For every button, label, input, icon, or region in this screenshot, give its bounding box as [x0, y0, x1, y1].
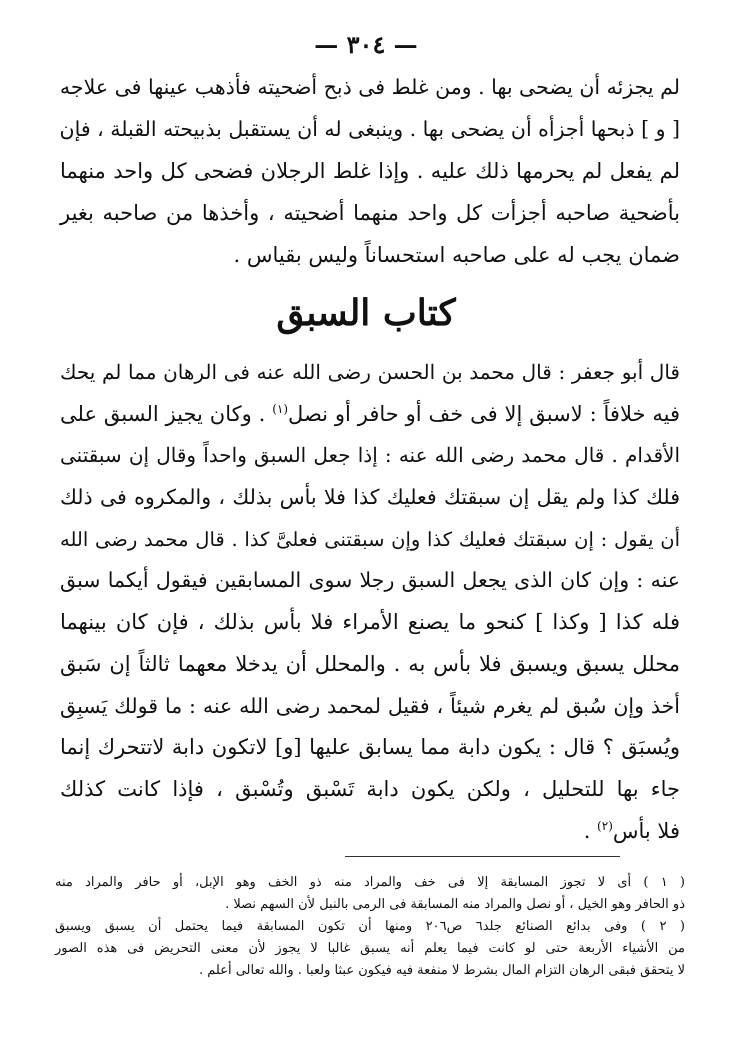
line-text: فله كذا [ وكذا ] كنحو ما يصنع الأمراء فلا بأس بذلك ، فإن كان بينهما [60, 610, 680, 635]
line-text: محلل يسبق ويسبق فلا بأس به . والمحلل أن يدخلا معهما ثالثاً إن سَبق [60, 651, 680, 676]
line-text: عنه : وإن كان الذى يجعل السبق رجلا سوى المسابقين فيقول أيكما سبق [60, 568, 680, 593]
footnote-line: من الأشياء الأربعة حتى لو كانت فيما يعلم أنه يسبق غالبا لا يجوز لأن معنى التحريض فى هذه الصور [55, 941, 685, 956]
text-line: لم يجزئه أن يضحى بها . ومن غلط فى ذبح أضحيته فأذهب عينها فى علاجه [59, 75, 680, 99]
chapter-heading: كتاب السبق [276, 292, 456, 334]
line-text: قال أبو جعفر : قال محمد بن الحسن رضى الله عنه فى الرهان مما لم يحك [60, 360, 680, 384]
footnote-line: لا يتحقق فبقى الرهان التزام المال بشرط لا منفعة فيه فيكون عبثا ولعبا . والله تعالى أعلم . [198, 963, 685, 978]
text-line [60, 477, 680, 519]
top-paragraph [60, 66, 680, 276]
text-line: بأضحية صاحبه أجزأت كل واحد منهما أضحيته ، وأخذها من صاحبه بغير [60, 201, 680, 225]
page-number: — ٣٠٤ — [314, 30, 418, 59]
text-line [60, 352, 680, 394]
text-line [60, 519, 680, 561]
text-line: [ و ] ذبحها أجزأه أن يضحى بها . وينبغى له أن يستقبل بذبيحته القبلة ، فإن [59, 117, 680, 141]
line-text: فيه خلافاً : لاسبق إلا فى خف أو حافر أو نصل [288, 401, 681, 426]
line-text: جاء بها للتحليل ، ولكن يكون دابة تَسْبق وتُسْبق ، فإذا كانت كذلك [60, 776, 680, 801]
footnote-ref: (٢) [597, 818, 613, 833]
footnote-ref: (١) [272, 401, 289, 416]
line-text-after: . وكان يجيز السبق على [60, 401, 273, 426]
line-text: ويُسبَق ؟ قال : يكون دابة مما يسابق عليها [و] لاتكون دابة لاتتحرك إنما [60, 735, 680, 760]
main-paragraph [60, 352, 680, 852]
text-line [60, 811, 680, 853]
text-line [60, 644, 680, 686]
line-text: أخذ وإن سُبق لم يغرم شيئاً ، فقيل لمحمد رضى الله عنه : ما قولك يَسبِق [60, 693, 680, 718]
text-line [60, 602, 680, 644]
footnote-line: ( ١ ) أى لا تجوز المسابقة إلا فى خف والمراد منه ذو الخف وهو الإبل، أو حافر والمراد منه [55, 875, 685, 890]
text-line [60, 394, 680, 436]
footnote-line: ( ٢ ) وفى بدائع الصنائع جلد٦ ص٢٠٦ ومنها أن تكون المسابقة فيما يحتمل أن يسبق ويسبق [55, 919, 685, 934]
line-text: أن يقول : إن سبقتك فعليك كذا وإن سبقتنى فعلىَّ كذا . قال محمد رضى الله [60, 527, 680, 551]
text-line [60, 727, 680, 769]
text-line [60, 560, 680, 602]
line-text: الأقدام . قال محمد رضى الله عنه : إذا جعل السبق واحداً وقال إن سبقتنى [60, 443, 680, 468]
footnote-divider [345, 856, 620, 857]
text-line: ضمان يجب له على صاحبه استحساناً وليس بقياس . [233, 243, 680, 267]
line-text: فلك كذا ولم يقل إن سبقتك فعليك كذا فلا بأس بذلك ، والمكروه فى ذلك [60, 485, 680, 510]
text-line: لم يفعل لم يحرمها ذلك عليه . وإذا غلط الرجلان فضحى كل واحد منهما [60, 159, 680, 183]
footnote-line: ذو الحافر وهو الخيل ، أو نصل والمراد منه المسابقة فى الرمى بالنبل لأن السهم نصلا . [225, 897, 685, 912]
text-line [60, 435, 680, 477]
footnotes [55, 872, 685, 982]
line-text-after: . [583, 818, 598, 843]
text-line [60, 769, 680, 811]
line-text: فلا بأس [612, 818, 680, 843]
text-line [60, 686, 680, 728]
